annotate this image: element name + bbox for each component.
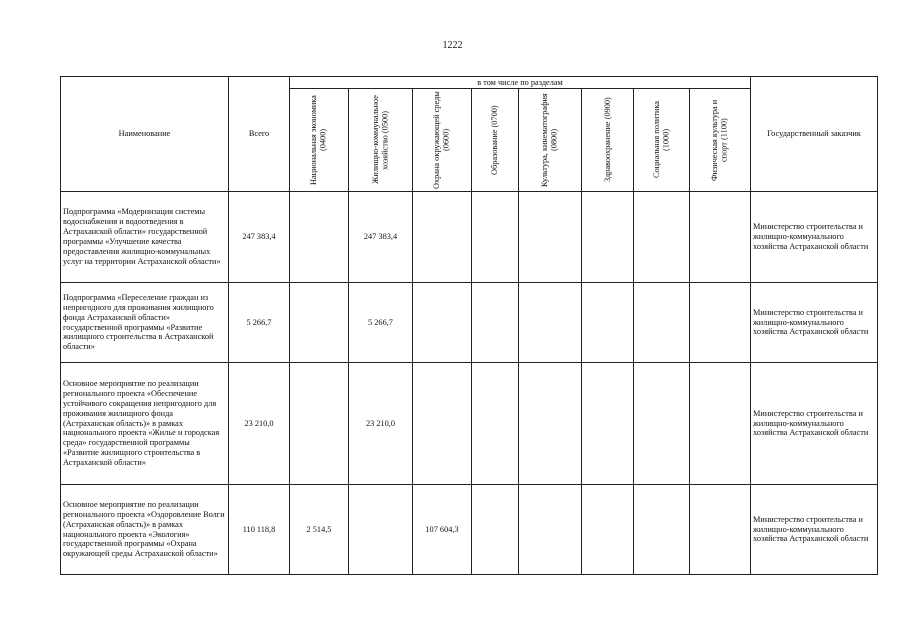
header-name: Наименование xyxy=(61,77,229,192)
header-section-0400-label: Национальная экономика (0400) xyxy=(309,95,328,185)
cell-0600 xyxy=(413,363,472,485)
cell-0800 xyxy=(519,363,582,485)
header-section-0800-label: Культура, кинематография (0800) xyxy=(540,93,559,187)
row-total: 110 118,8 xyxy=(229,485,290,575)
header-section-1000 xyxy=(634,89,690,192)
row-name: Подпрограмма «Переселение граждан из непригодного для проживания жилищного фонда Астраханской области» государственной программы «Развитие жилищного строительства в Астраханской области» xyxy=(61,283,229,363)
cell-1000 xyxy=(634,485,690,575)
row-customer: Министерство строительства и жилищно-коммунального хозяйства Астраханской области xyxy=(751,363,878,485)
cell-1100 xyxy=(690,192,751,283)
row-customer: Министерство строительства и жилищно-коммунального хозяйства Астраханской области xyxy=(751,192,878,283)
cell-0400 xyxy=(290,283,349,363)
cell-0600: 107 604,3 xyxy=(413,485,472,575)
cell-0700 xyxy=(472,485,519,575)
table-body xyxy=(61,192,878,575)
budget-table xyxy=(60,76,878,575)
row-name: Основное мероприятие по реализации регионального проекта «Обеспечение устойчивого сокращения непригодного для проживания жилищного фонда (Астраханская область)» в рамках национального проекта «Жилье и городская среда» государственной программы «Развитие жилищного строительства в Астраханской области» xyxy=(61,363,229,485)
header-section-0500-label: Жилищно-коммунальное хозяйство (0500) xyxy=(370,95,390,185)
cell-0600 xyxy=(413,192,472,283)
header-section-1000-label: Социальная политика (1000) xyxy=(651,101,671,179)
table-header xyxy=(61,77,878,192)
row-total: 5 266,7 xyxy=(229,283,290,363)
header-total: Всего xyxy=(229,77,290,192)
row-name: Подпрограмма «Модернизация системы водоснабжения и водоотведения в Астраханской области» государственной программы «Улучшение качества предоставления жилищно-коммунальных услуг на территории Астраханской области» xyxy=(61,192,229,283)
cell-0900 xyxy=(582,485,634,575)
cell-0400 xyxy=(290,363,349,485)
cell-1100 xyxy=(690,363,751,485)
cell-0700 xyxy=(472,363,519,485)
cell-0500 xyxy=(349,485,413,575)
row-total: 247 383,4 xyxy=(229,192,290,283)
cell-0700 xyxy=(472,283,519,363)
cell-0900 xyxy=(582,283,634,363)
cell-1100 xyxy=(690,283,751,363)
header-section-0600-label: Охрана окружающей среды (0600) xyxy=(432,91,451,189)
row-customer: Министерство строительства и жилищно-коммунального хозяйства Астраханской области xyxy=(751,485,878,575)
table-row xyxy=(61,283,878,363)
header-section-1100-label: Физическая культура и спорт (1100) xyxy=(710,99,729,181)
cell-0800 xyxy=(519,283,582,363)
header-customer: Государственный заказчик xyxy=(751,77,878,192)
cell-1000 xyxy=(634,283,690,363)
row-name: Основное мероприятие по реализации регионального проекта «Оздоровление Волги (Астраханская область)» в рамках национального проекта «Экология» государственной программы «Охрана окружающей среды Астраханской области» xyxy=(61,485,229,575)
cell-1100 xyxy=(690,485,751,575)
header-section-0700-label: Образование (0700) xyxy=(490,105,500,175)
cell-1000 xyxy=(634,192,690,283)
cell-0500: 247 383,4 xyxy=(349,192,413,283)
header-section-0900 xyxy=(582,89,634,192)
cell-0500: 23 210,0 xyxy=(349,363,413,485)
header-section-1100 xyxy=(690,89,751,192)
header-section-0500 xyxy=(349,89,413,192)
header-sections-group: в том числе по разделам xyxy=(290,77,751,89)
cell-0500: 5 266,7 xyxy=(349,283,413,363)
page-number: 1222 xyxy=(442,40,463,51)
row-total: 23 210,0 xyxy=(229,363,290,485)
cell-0800 xyxy=(519,485,582,575)
cell-1000 xyxy=(634,363,690,485)
table-row xyxy=(61,363,878,485)
header-section-0600 xyxy=(413,89,472,192)
table-row xyxy=(61,485,878,575)
header-section-0700 xyxy=(472,89,519,192)
cell-0600 xyxy=(413,283,472,363)
header-section-0400 xyxy=(290,89,349,192)
row-customer: Министерство строительства и жилищно-коммунального хозяйства Астраханской области xyxy=(751,283,878,363)
header-section-0800 xyxy=(519,89,582,192)
cell-0900 xyxy=(582,192,634,283)
cell-0400 xyxy=(290,192,349,283)
cell-0700 xyxy=(472,192,519,283)
header-section-0900-label: Здравоохранение (0900) xyxy=(602,97,612,183)
cell-0800 xyxy=(519,192,582,283)
table-row xyxy=(61,192,878,283)
cell-0900 xyxy=(582,363,634,485)
cell-0400: 2 514,5 xyxy=(290,485,349,575)
